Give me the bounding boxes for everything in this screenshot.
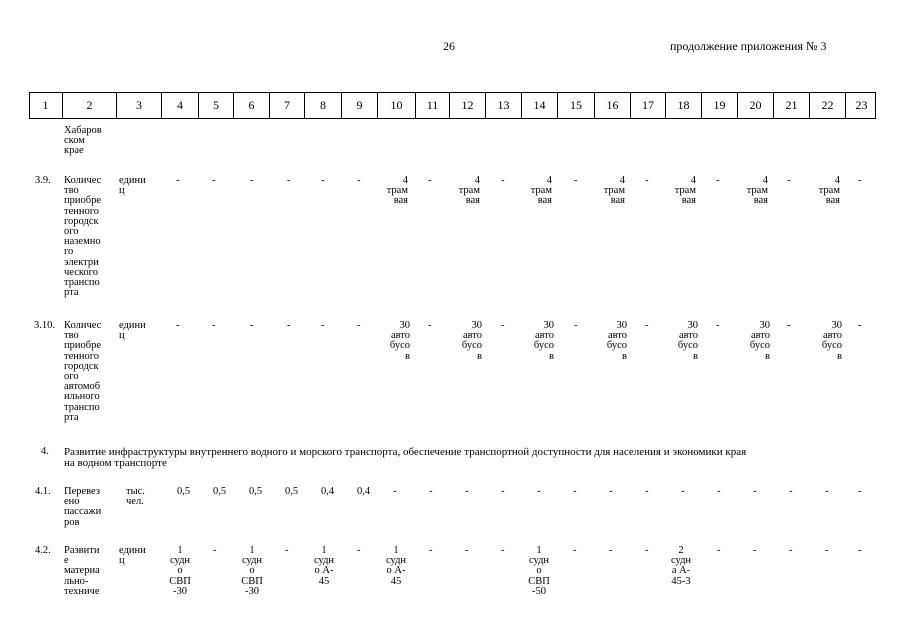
- column-header-10: 10: [377, 93, 415, 118]
- row-continuation-name: Хабаров ском крае: [64, 125, 102, 157]
- column-header-6: 6: [233, 93, 269, 118]
- row-4-1-dash: -: [393, 486, 397, 497]
- row-4-1-dash: -: [789, 486, 793, 497]
- row-4-1-dash: -: [537, 486, 541, 497]
- column-header-22: 22: [809, 93, 845, 118]
- column-header-18: 18: [665, 93, 701, 118]
- row-3-9-dash: -: [787, 175, 791, 186]
- column-header-5: 5: [198, 93, 233, 118]
- row-4-2-dash: -: [609, 545, 613, 556]
- appendix-note: продолжение приложения № 3: [670, 39, 827, 53]
- row-3-9-dash: -: [645, 175, 649, 186]
- column-header-8: 8: [304, 93, 341, 118]
- row-4-1-dash: -: [609, 486, 613, 497]
- column-header-2: 2: [62, 93, 116, 118]
- row-3-9-dash: -: [250, 175, 254, 186]
- row-4-1-unit: тыс. чел.: [126, 486, 145, 508]
- row-4-2-dash: -: [717, 545, 721, 556]
- row-4-2-dash: -: [789, 545, 793, 556]
- row-3-9-dash: -: [574, 175, 578, 186]
- row-4-2-value-14: 1 судн о СВП -50: [528, 545, 550, 597]
- row-4-2-value-18: 2 судн а А- 45-3: [670, 545, 692, 587]
- row-4-1-value-5: 0,5: [213, 486, 227, 497]
- row-4-2-dash: -: [858, 545, 862, 556]
- section-4-number: 4.: [41, 446, 49, 457]
- row-4-1-dash: -: [753, 486, 757, 497]
- row-4-2-dash: -: [501, 545, 505, 556]
- row-4-1-number: 4.1.: [35, 486, 51, 497]
- row-3-10-value: 30 авто бусо в: [677, 320, 698, 362]
- row-3-10-unit: едини ц: [119, 320, 146, 342]
- row-3-9-dash: -: [176, 175, 180, 186]
- row-3-9-value: 4 трам вая: [818, 175, 840, 207]
- row-4-2-value-6: 1 судн о СВП -30: [241, 545, 263, 597]
- column-header-7: 7: [269, 93, 304, 118]
- row-4-2-dash: -: [573, 545, 577, 556]
- column-header-21: 21: [773, 93, 809, 118]
- row-4-1-dash: -: [429, 486, 433, 497]
- row-3-10-value: 30 авто бусо в: [389, 320, 410, 362]
- row-3-9-value: 4 трам вая: [530, 175, 552, 207]
- row-4-2-dash: -: [753, 545, 757, 556]
- row-3-10-value: 30 авто бусо в: [606, 320, 627, 362]
- row-3-10-dash: -: [574, 320, 578, 331]
- column-header-4: 4: [161, 93, 198, 118]
- row-3-9-value: 4 трам вая: [674, 175, 696, 207]
- column-header-13: 13: [485, 93, 521, 118]
- row-4-1-value-7: 0,5: [285, 486, 299, 497]
- row-3-10-dash: -: [212, 320, 216, 331]
- row-4-2-value-8: 1 судн о А- 45: [313, 545, 335, 587]
- column-header-row: [29, 92, 876, 119]
- row-3-9-value: 4 трам вая: [458, 175, 480, 207]
- column-header-15: 15: [557, 93, 594, 118]
- row-4-2-name: Развити е материа льно- техниче: [64, 545, 100, 597]
- row-4-2-dash: -: [645, 545, 649, 556]
- row-4-2-value-4: 1 судн о СВП -30: [169, 545, 191, 597]
- row-3-9-dash: -: [716, 175, 720, 186]
- row-4-1-dash: -: [501, 486, 505, 497]
- row-3-10-dash: -: [858, 320, 862, 331]
- row-3-9-dash: -: [858, 175, 862, 186]
- row-3-10-dash: -: [357, 320, 361, 331]
- row-4-1-dash: -: [465, 486, 469, 497]
- row-4-2-dash: -: [465, 545, 469, 556]
- row-4-1-dash: -: [645, 486, 649, 497]
- row-3-10-dash: -: [428, 320, 432, 331]
- column-header-19: 19: [701, 93, 737, 118]
- row-4-1-dash: -: [573, 486, 577, 497]
- row-4-2-dash: -: [213, 545, 217, 556]
- row-3-9-dash: -: [501, 175, 505, 186]
- column-header-16: 16: [594, 93, 630, 118]
- row-3-9-unit: едини ц: [119, 175, 146, 197]
- row-4-1-value-4: 0,5: [177, 486, 191, 497]
- row-3-9-value: 4 трам вая: [746, 175, 768, 207]
- row-3-10-value: 30 авто бусо в: [821, 320, 842, 362]
- row-3-9-value: 4 трам вая: [386, 175, 408, 207]
- row-4-1-value-8: 0,4: [321, 486, 335, 497]
- row-3-10-dash: -: [501, 320, 505, 331]
- row-3-9-number: 3.9.: [35, 175, 51, 186]
- row-4-1-value-9: 0,4: [357, 486, 371, 497]
- row-3-9-value: 4 трам вая: [603, 175, 625, 207]
- row-3-9-dash: -: [287, 175, 291, 186]
- row-4-2-dash: -: [357, 545, 361, 556]
- row-3-9-dash: -: [321, 175, 325, 186]
- row-4-1-dash: -: [825, 486, 829, 497]
- column-header-14: 14: [521, 93, 557, 118]
- row-3-9-dash: -: [428, 175, 432, 186]
- column-header-12: 12: [449, 93, 485, 118]
- row-4-2-unit: едини ц: [119, 545, 146, 567]
- row-3-10-dash: -: [287, 320, 291, 331]
- column-header-9: 9: [341, 93, 377, 118]
- column-header-17: 17: [630, 93, 665, 118]
- row-4-2-value-10: 1 судн о А- 45: [385, 545, 407, 587]
- row-3-9-dash: -: [357, 175, 361, 186]
- row-3-10-dash: -: [645, 320, 649, 331]
- section-4-title: Развитие инфраструктуры внутреннего водного и морского транспорта, обеспечение транспортной доступности для населения и экономики края на водном транспорте: [64, 446, 747, 469]
- row-4-1-value-6: 0,5: [249, 486, 263, 497]
- row-3-10-dash: -: [250, 320, 254, 331]
- row-4-2-dash: -: [285, 545, 289, 556]
- row-3-10-dash: -: [176, 320, 180, 331]
- row-3-9-name: Количес тво приобре тенного городск ого наземно го электри ческого транспо рта: [64, 175, 102, 299]
- row-3-10-value: 30 авто бусо в: [749, 320, 770, 362]
- row-4-1-name: Перевез ено пассажи ров: [64, 486, 102, 528]
- column-header-3: 3: [116, 93, 161, 118]
- column-header-20: 20: [737, 93, 773, 118]
- column-header-11: 11: [415, 93, 449, 118]
- row-3-10-name: Количес тво приобре тенного городск ого автомоб ильного транспо рта: [64, 320, 102, 423]
- row-3-10-value: 30 авто бусо в: [461, 320, 482, 362]
- row-3-9-dash: -: [212, 175, 216, 186]
- row-4-2-dash: -: [429, 545, 433, 556]
- row-3-10-dash: -: [716, 320, 720, 331]
- row-4-2-number: 4.2.: [35, 545, 51, 556]
- row-4-1-dash: -: [717, 486, 721, 497]
- page-number: 26: [443, 39, 455, 53]
- column-header-1: 1: [42, 98, 49, 112]
- column-header-23: 23: [845, 93, 877, 118]
- row-4-1-dash: -: [681, 486, 685, 497]
- row-3-10-number: 3.10.: [34, 320, 55, 331]
- row-4-1-dash: -: [858, 486, 862, 497]
- row-3-10-dash: -: [321, 320, 325, 331]
- row-4-2-dash: -: [825, 545, 829, 556]
- row-3-10-value: 30 авто бусо в: [533, 320, 554, 362]
- row-3-10-dash: -: [787, 320, 791, 331]
